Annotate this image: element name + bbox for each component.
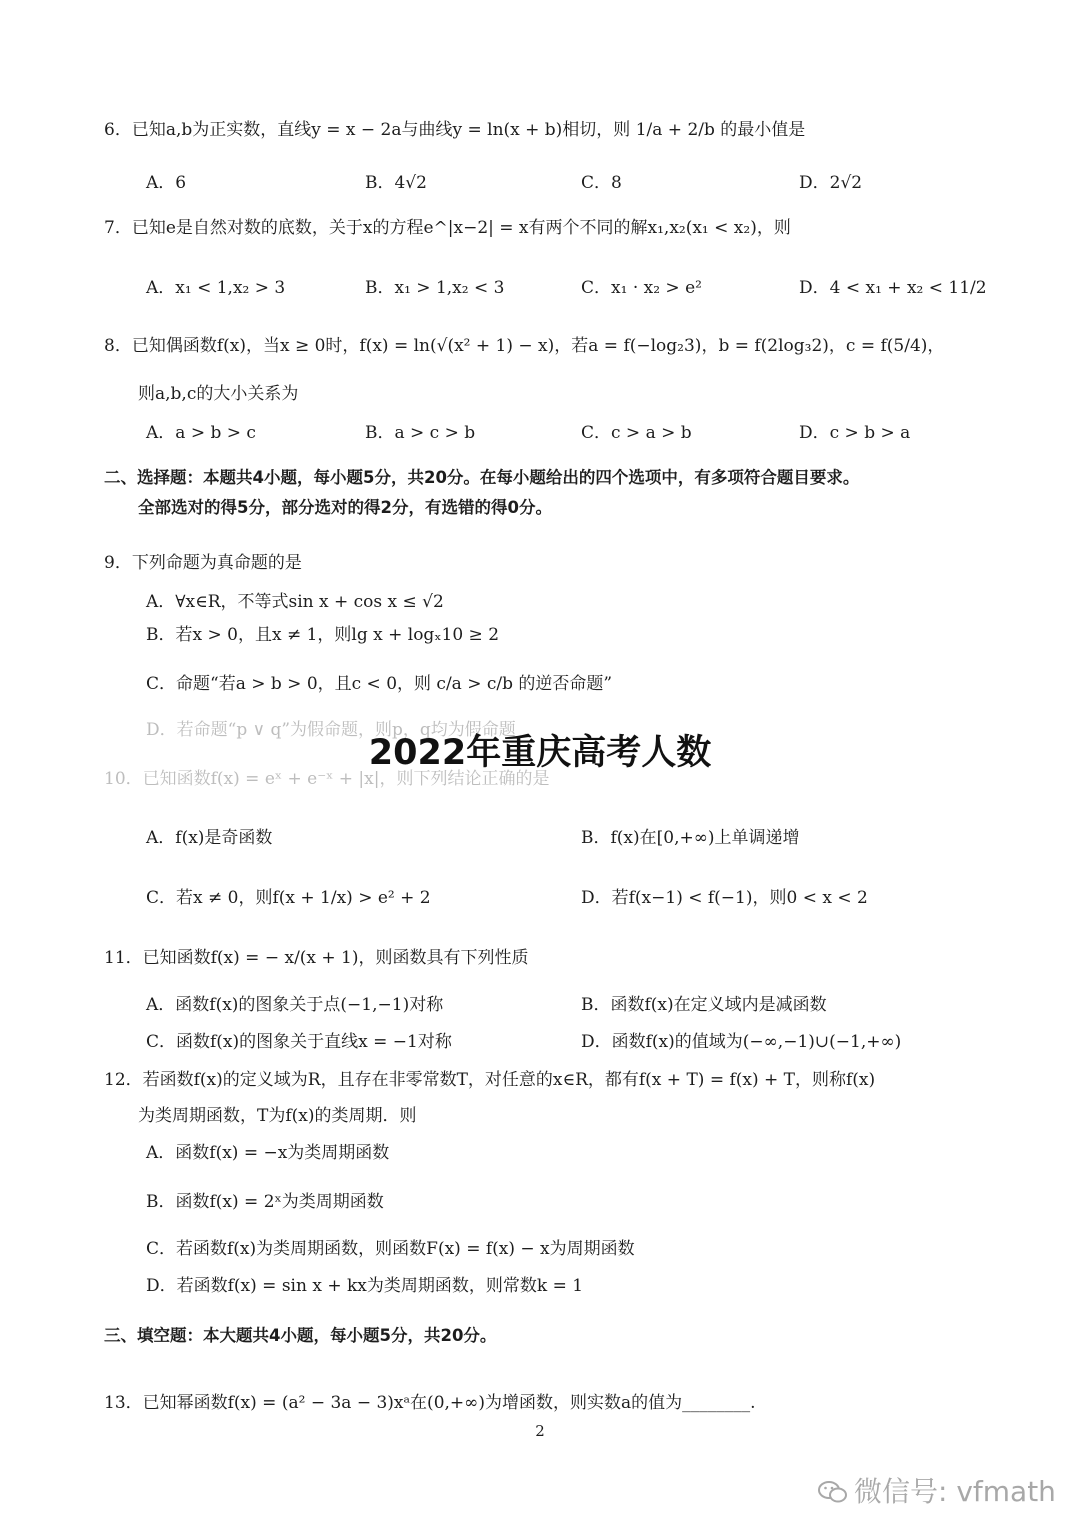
question-8-cont: 则a,b,c的大小关系为: [138, 384, 299, 404]
q11-option-a: A．函数f(x)的图象关于点(−1,−1)对称: [146, 995, 444, 1015]
wechat-icon: [818, 1480, 848, 1504]
q12-option-a: A．函数f(x) = −x为类周期函数: [146, 1143, 390, 1163]
q8-option-d: D．c > b > a: [799, 423, 911, 443]
section-2-note: 全部选对的得5分，部分选对的得2分，有选错的得0分。: [138, 498, 552, 517]
q8-option-a: A．a > b > c: [146, 423, 256, 443]
q9-option-b: B．若x > 0，且x ≠ 1，则lg x + logₓ10 ≥ 2: [146, 625, 500, 645]
watermark-text: 微信号: vfmath: [854, 1475, 1056, 1508]
q6-option-a: A．6: [146, 173, 187, 193]
page-number: 2: [535, 1422, 545, 1440]
question-7: 7．已知e是自然对数的底数，关于x的方程e^|x−2| = x有两个不同的解x₁,x₂(x₁ < x₂)，则: [104, 218, 791, 238]
q6-option-b: B．4√2: [365, 173, 427, 193]
q11-option-b: B．函数f(x)在定义域内是减函数: [581, 995, 827, 1015]
section-2-heading: 二、选择题：本题共4小题，每小题5分，共20分。在每小题给出的四个选项中，有多项符合题目要求。: [104, 468, 860, 487]
q9-option-d: D．若命题“p ∨ q”为假命题，则p，q均为假命题: [146, 720, 516, 740]
q6-option-c: C．8: [581, 173, 622, 193]
watermark: [818, 1475, 1056, 1508]
q9-option-c: C．命题“若a > b > 0，且c < 0，则 c/a > c/b 的逆否命题”: [146, 674, 613, 694]
question-8: 8．已知偶函数f(x)，当x ≥ 0时，f(x) = ln(√(x² + 1) − x)，若a = f(−log₂3)，b = f(2log₃2)，c = f(5/4)，: [104, 336, 945, 356]
q8-option-c: C．c > a > b: [581, 423, 692, 443]
question-6: 6．已知a,b为正实数，直线y = x − 2a与曲线y = ln(x + b)相切，则 1/a + 2/b 的最小值是: [104, 120, 806, 140]
question-11: 11．已知函数f(x) = − x/(x + 1)，则函数具有下列性质: [104, 948, 529, 968]
section-3-heading: 三、填空题：本大题共4小题，每小题5分，共20分。: [104, 1326, 497, 1345]
q12-option-c: C．若函数f(x)为类周期函数，则函数F(x) = f(x) − x为周期函数: [146, 1239, 635, 1259]
question-13: 13．已知幂函数f(x) = (a² − 3a − 3)xᵃ在(0,+∞)为增函数，则实数a的值为________.: [104, 1393, 756, 1413]
q7-option-a: A．x₁ < 1,x₂ > 3: [146, 278, 286, 298]
question-12: 12．若函数f(x)的定义域为R，且存在非零常数T，对任意的x∈R，都有f(x + T) = f(x) + T，则称f(x): [104, 1070, 876, 1090]
q10-option-a: A．f(x)是奇函数: [146, 828, 273, 848]
q7-option-d: D．4 < x₁ + x₂ < 11/2: [799, 278, 987, 298]
q9-option-a: A．∀x∈R，不等式sin x + cos x ≤ √2: [146, 592, 444, 612]
q10-option-c: C．若x ≠ 0，则f(x + 1/x) > e² + 2: [146, 888, 431, 908]
question-10: 10．已知函数f(x) = eˣ + e⁻ˣ + |x|，则下列结论正确的是: [104, 769, 550, 789]
q12-option-b: B．函数f(x) = 2ˣ为类周期函数: [146, 1192, 384, 1212]
q12-option-d: D．若函数f(x) = sin x + kx为类周期函数，则常数k = 1: [146, 1276, 584, 1296]
q10-option-d: D．若f(x−1) < f(−1)，则0 < x < 2: [581, 888, 868, 908]
q7-option-b: B．x₁ > 1,x₂ < 3: [365, 278, 505, 298]
q7-option-c: C．x₁ · x₂ > e²: [581, 278, 702, 298]
q8-option-b: B．a > c > b: [365, 423, 476, 443]
q10-option-b: B．f(x)在[0,+∞)上单调递增: [581, 828, 800, 848]
question-12-cont: 为类周期函数，T为f(x)的类周期．则: [138, 1106, 417, 1126]
q6-option-d: D．2√2: [799, 173, 863, 193]
q11-option-c: C．函数f(x)的图象关于直线x = −1对称: [146, 1032, 452, 1052]
question-9: 9．下列命题为真命题的是: [104, 553, 302, 573]
q11-option-d: D．函数f(x)的值域为(−∞,−1)∪(−1,+∞): [581, 1032, 902, 1052]
overlay-title: 2022年重庆高考人数: [368, 733, 712, 773]
